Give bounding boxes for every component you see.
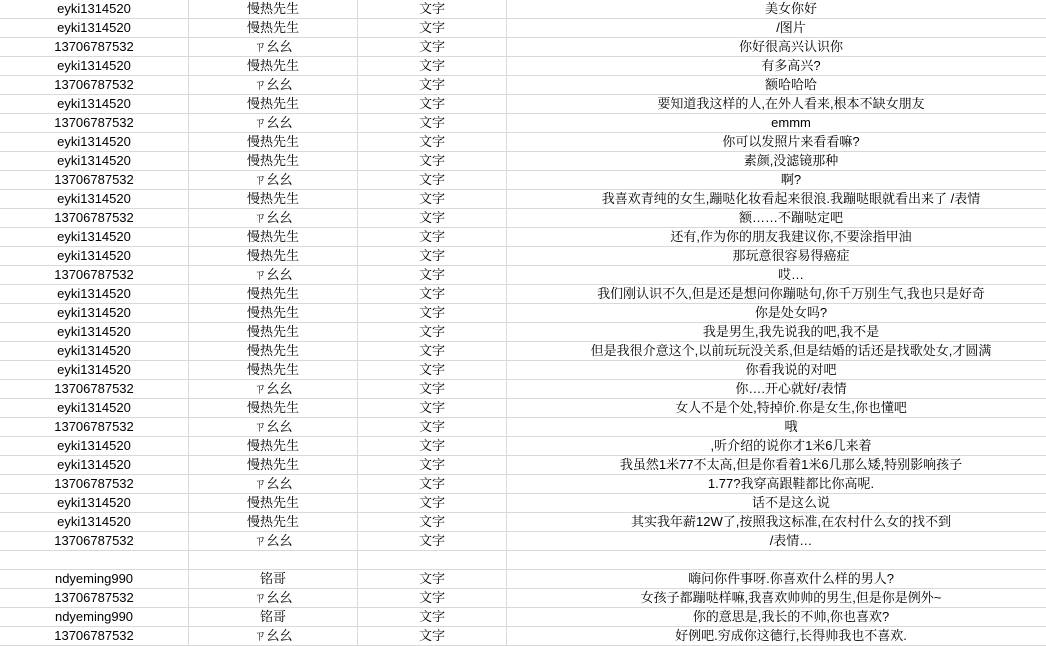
- cell-content[interactable]: [507, 551, 1046, 570]
- cell-nickname[interactable]: 慢热先生: [189, 95, 358, 114]
- cell-nickname[interactable]: ㄗ幺幺: [189, 209, 358, 228]
- cell-msg-type[interactable]: 文字: [358, 285, 507, 304]
- table-row[interactable]: [0, 380, 1046, 399]
- cell-content[interactable]: 我喜欢青纯的女生,蹦哒化妆看起来很浪.我蹦哒眼就看出来了 /表情: [507, 190, 1046, 209]
- cell-sender-id[interactable]: eyki1314520: [0, 57, 189, 76]
- cell-sender-id[interactable]: ndyeming990: [0, 608, 189, 627]
- cell-msg-type[interactable]: 文字: [358, 95, 507, 114]
- cell-nickname[interactable]: 慢热先生: [189, 304, 358, 323]
- table-row[interactable]: [0, 589, 1046, 608]
- cell-nickname[interactable]: 铭哥: [189, 608, 358, 627]
- cell-sender-id[interactable]: 13706787532: [0, 114, 189, 133]
- cell-nickname[interactable]: 慢热先生: [189, 228, 358, 247]
- cell-nickname[interactable]: ㄗ幺幺: [189, 475, 358, 494]
- cell-msg-type[interactable]: 文字: [358, 209, 507, 228]
- cell-nickname[interactable]: 慢热先生: [189, 0, 358, 19]
- cell-nickname[interactable]: 铭哥: [189, 570, 358, 589]
- cell-nickname[interactable]: 慢热先生: [189, 361, 358, 380]
- cell-msg-type[interactable]: 文字: [358, 589, 507, 608]
- cell-msg-type[interactable]: 文字: [358, 152, 507, 171]
- cell-sender-id[interactable]: eyki1314520: [0, 437, 189, 456]
- cell-sender-id[interactable]: eyki1314520: [0, 133, 189, 152]
- cell-msg-type[interactable]: 文字: [358, 247, 507, 266]
- cell-content[interactable]: 你好很高兴认识你: [507, 38, 1046, 57]
- cell-sender-id[interactable]: eyki1314520: [0, 323, 189, 342]
- cell-msg-type[interactable]: 文字: [358, 266, 507, 285]
- cell-sender-id[interactable]: eyki1314520: [0, 19, 189, 38]
- cell-content[interactable]: emmm: [507, 114, 1046, 133]
- cell-sender-id[interactable]: 13706787532: [0, 532, 189, 551]
- cell-nickname[interactable]: 慢热先生: [189, 513, 358, 532]
- cell-sender-id[interactable]: 13706787532: [0, 418, 189, 437]
- table-row[interactable]: [0, 285, 1046, 304]
- cell-nickname[interactable]: ㄗ幺幺: [189, 418, 358, 437]
- cell-content[interactable]: 你的意思是,我长的不帅,你也喜欢?: [507, 608, 1046, 627]
- cell-content[interactable]: 话不是这么说: [507, 494, 1046, 513]
- table-row[interactable]: [0, 323, 1046, 342]
- cell-content[interactable]: 你是处女吗?: [507, 304, 1046, 323]
- cell-content[interactable]: 我虽然1米77不太高,但是你看着1米6几那么矮,特别影响孩子: [507, 456, 1046, 475]
- cell-content[interactable]: 但是我很介意这个,以前玩玩没关系,但是结婚的话还是找歌处女,才圆满: [507, 342, 1046, 361]
- cell-content[interactable]: 你….开心就好/表情: [507, 380, 1046, 399]
- table-row[interactable]: [0, 437, 1046, 456]
- table-row[interactable]: [0, 95, 1046, 114]
- cell-content[interactable]: 哦: [507, 418, 1046, 437]
- cell-nickname[interactable]: 慢热先生: [189, 342, 358, 361]
- table-row[interactable]: [0, 114, 1046, 133]
- cell-content[interactable]: 啊?: [507, 171, 1046, 190]
- table-row[interactable]: [0, 627, 1046, 646]
- cell-content[interactable]: 其实我年薪12W了,按照我这标准,在农村什么女的找不到: [507, 513, 1046, 532]
- cell-content[interactable]: 我们刚认识不久,但是还是想问你蹦哒句,你千万别生气,我也只是好奇: [507, 285, 1046, 304]
- cell-content[interactable]: 那玩意很容易得癌症: [507, 247, 1046, 266]
- cell-content[interactable]: 哎…: [507, 266, 1046, 285]
- cell-nickname[interactable]: [189, 551, 358, 570]
- cell-nickname[interactable]: ㄗ幺幺: [189, 38, 358, 57]
- cell-nickname[interactable]: 慢热先生: [189, 437, 358, 456]
- cell-sender-id[interactable]: eyki1314520: [0, 247, 189, 266]
- cell-nickname[interactable]: 慢热先生: [189, 152, 358, 171]
- cell-sender-id[interactable]: 13706787532: [0, 475, 189, 494]
- table-row[interactable]: [0, 38, 1046, 57]
- cell-sender-id[interactable]: eyki1314520: [0, 152, 189, 171]
- cell-msg-type[interactable]: 文字: [358, 380, 507, 399]
- cell-content[interactable]: 女人不是个处,特掉价.你是女生,你也懂吧: [507, 399, 1046, 418]
- table-row[interactable]: [0, 304, 1046, 323]
- cell-content[interactable]: 你可以发照片来看看嘛?: [507, 133, 1046, 152]
- table-row[interactable]: [0, 532, 1046, 551]
- cell-msg-type[interactable]: 文字: [358, 494, 507, 513]
- cell-msg-type[interactable]: 文字: [358, 475, 507, 494]
- cell-sender-id[interactable]: ndyeming990: [0, 570, 189, 589]
- cell-content[interactable]: 我是男生,我先说我的吧,我不是: [507, 323, 1046, 342]
- cell-sender-id[interactable]: eyki1314520: [0, 494, 189, 513]
- table-row[interactable]: [0, 570, 1046, 589]
- cell-msg-type[interactable]: 文字: [358, 228, 507, 247]
- cell-nickname[interactable]: 慢热先生: [189, 133, 358, 152]
- cell-sender-id[interactable]: eyki1314520: [0, 399, 189, 418]
- table-row-empty[interactable]: [0, 551, 1046, 570]
- cell-sender-id[interactable]: 13706787532: [0, 627, 189, 646]
- cell-nickname[interactable]: ㄗ幺幺: [189, 171, 358, 190]
- table-row[interactable]: [0, 361, 1046, 380]
- cell-msg-type[interactable]: 文字: [358, 76, 507, 95]
- cell-msg-type[interactable]: 文字: [358, 399, 507, 418]
- cell-sender-id[interactable]: 13706787532: [0, 209, 189, 228]
- table-row[interactable]: [0, 266, 1046, 285]
- cell-msg-type[interactable]: 文字: [358, 19, 507, 38]
- cell-msg-type[interactable]: 文字: [358, 570, 507, 589]
- cell-sender-id[interactable]: eyki1314520: [0, 456, 189, 475]
- cell-nickname[interactable]: 慢热先生: [189, 57, 358, 76]
- cell-sender-id[interactable]: 13706787532: [0, 266, 189, 285]
- cell-nickname[interactable]: 慢热先生: [189, 456, 358, 475]
- cell-msg-type[interactable]: [358, 551, 507, 570]
- cell-nickname[interactable]: 慢热先生: [189, 399, 358, 418]
- cell-nickname[interactable]: 慢热先生: [189, 19, 358, 38]
- cell-sender-id[interactable]: 13706787532: [0, 171, 189, 190]
- cell-msg-type[interactable]: 文字: [358, 627, 507, 646]
- cell-sender-id[interactable]: 13706787532: [0, 380, 189, 399]
- cell-content[interactable]: 1.77?我穿高跟鞋都比你高呢.: [507, 475, 1046, 494]
- cell-content[interactable]: /图片: [507, 19, 1046, 38]
- cell-content[interactable]: /表情…: [507, 532, 1046, 551]
- table-row[interactable]: [0, 399, 1046, 418]
- cell-nickname[interactable]: ㄗ幺幺: [189, 114, 358, 133]
- table-row[interactable]: [0, 76, 1046, 95]
- cell-sender-id[interactable]: 13706787532: [0, 38, 189, 57]
- cell-msg-type[interactable]: 文字: [358, 513, 507, 532]
- cell-content[interactable]: 嗨问你件事呀.你喜欢什么样的男人?: [507, 570, 1046, 589]
- cell-msg-type[interactable]: 文字: [358, 171, 507, 190]
- cell-content[interactable]: 要知道我这样的人,在外人看来,根本不缺女朋友: [507, 95, 1046, 114]
- table-row[interactable]: [0, 513, 1046, 532]
- cell-content[interactable]: 素颜,没滤镜那种: [507, 152, 1046, 171]
- table-row[interactable]: [0, 57, 1046, 76]
- table-row[interactable]: [0, 171, 1046, 190]
- cell-msg-type[interactable]: 文字: [358, 608, 507, 627]
- cell-sender-id[interactable]: eyki1314520: [0, 285, 189, 304]
- table-row[interactable]: [0, 494, 1046, 513]
- cell-nickname[interactable]: 慢热先生: [189, 190, 358, 209]
- cell-sender-id[interactable]: eyki1314520: [0, 0, 189, 19]
- cell-sender-id[interactable]: eyki1314520: [0, 228, 189, 247]
- cell-sender-id[interactable]: eyki1314520: [0, 361, 189, 380]
- cell-nickname[interactable]: 慢热先生: [189, 285, 358, 304]
- table-row[interactable]: [0, 152, 1046, 171]
- cell-nickname[interactable]: ㄗ幺幺: [189, 589, 358, 608]
- cell-nickname[interactable]: ㄗ幺幺: [189, 532, 358, 551]
- table-row[interactable]: [0, 0, 1046, 19]
- cell-msg-type[interactable]: 文字: [358, 114, 507, 133]
- table-row[interactable]: [0, 456, 1046, 475]
- cell-msg-type[interactable]: 文字: [358, 304, 507, 323]
- cell-msg-type[interactable]: 文字: [358, 38, 507, 57]
- table-row[interactable]: [0, 209, 1046, 228]
- cell-content[interactable]: 有多高兴?: [507, 57, 1046, 76]
- table-row[interactable]: [0, 19, 1046, 38]
- cell-msg-type[interactable]: 文字: [358, 418, 507, 437]
- cell-content[interactable]: 你看我说的对吧: [507, 361, 1046, 380]
- table-row[interactable]: [0, 475, 1046, 494]
- cell-nickname[interactable]: 慢热先生: [189, 323, 358, 342]
- cell-nickname[interactable]: 慢热先生: [189, 494, 358, 513]
- cell-msg-type[interactable]: 文字: [358, 57, 507, 76]
- cell-nickname[interactable]: ㄗ幺幺: [189, 266, 358, 285]
- cell-content[interactable]: 美女你好: [507, 0, 1046, 19]
- cell-content[interactable]: 女孩子都蹦哒样嘛,我喜欢帅帅的男生,但是你是例外~: [507, 589, 1046, 608]
- cell-msg-type[interactable]: 文字: [358, 0, 507, 19]
- cell-sender-id[interactable]: 13706787532: [0, 76, 189, 95]
- table-row[interactable]: [0, 133, 1046, 152]
- cell-nickname[interactable]: 慢热先生: [189, 247, 358, 266]
- table-row[interactable]: [0, 342, 1046, 361]
- cell-msg-type[interactable]: 文字: [358, 456, 507, 475]
- cell-sender-id[interactable]: eyki1314520: [0, 513, 189, 532]
- cell-sender-id[interactable]: eyki1314520: [0, 304, 189, 323]
- table-row[interactable]: [0, 418, 1046, 437]
- cell-sender-id[interactable]: eyki1314520: [0, 190, 189, 209]
- cell-content[interactable]: 好例吧.穷成你这德行,长得帅我也不喜欢.: [507, 627, 1046, 646]
- table-row[interactable]: [0, 247, 1046, 266]
- cell-nickname[interactable]: ㄗ幺幺: [189, 76, 358, 95]
- cell-msg-type[interactable]: 文字: [358, 437, 507, 456]
- cell-content[interactable]: ,听介绍的说你才1米6几来着: [507, 437, 1046, 456]
- cell-content[interactable]: 额……不蹦哒定吧: [507, 209, 1046, 228]
- cell-msg-type[interactable]: 文字: [358, 361, 507, 380]
- cell-msg-type[interactable]: 文字: [358, 323, 507, 342]
- cell-sender-id[interactable]: eyki1314520: [0, 342, 189, 361]
- cell-content[interactable]: 还有,作为你的朋友我建议你,不要涂指甲油: [507, 228, 1046, 247]
- cell-msg-type[interactable]: 文字: [358, 342, 507, 361]
- cell-sender-id[interactable]: 13706787532: [0, 589, 189, 608]
- table-row[interactable]: [0, 228, 1046, 247]
- cell-content[interactable]: 额哈哈哈: [507, 76, 1046, 95]
- cell-msg-type[interactable]: 文字: [358, 190, 507, 209]
- cell-nickname[interactable]: ㄗ幺幺: [189, 380, 358, 399]
- cell-msg-type[interactable]: 文字: [358, 133, 507, 152]
- cell-sender-id[interactable]: [0, 551, 189, 570]
- cell-nickname[interactable]: ㄗ幺幺: [189, 627, 358, 646]
- table-row[interactable]: [0, 608, 1046, 627]
- cell-msg-type[interactable]: 文字: [358, 532, 507, 551]
- cell-sender-id[interactable]: eyki1314520: [0, 95, 189, 114]
- table-row[interactable]: [0, 190, 1046, 209]
